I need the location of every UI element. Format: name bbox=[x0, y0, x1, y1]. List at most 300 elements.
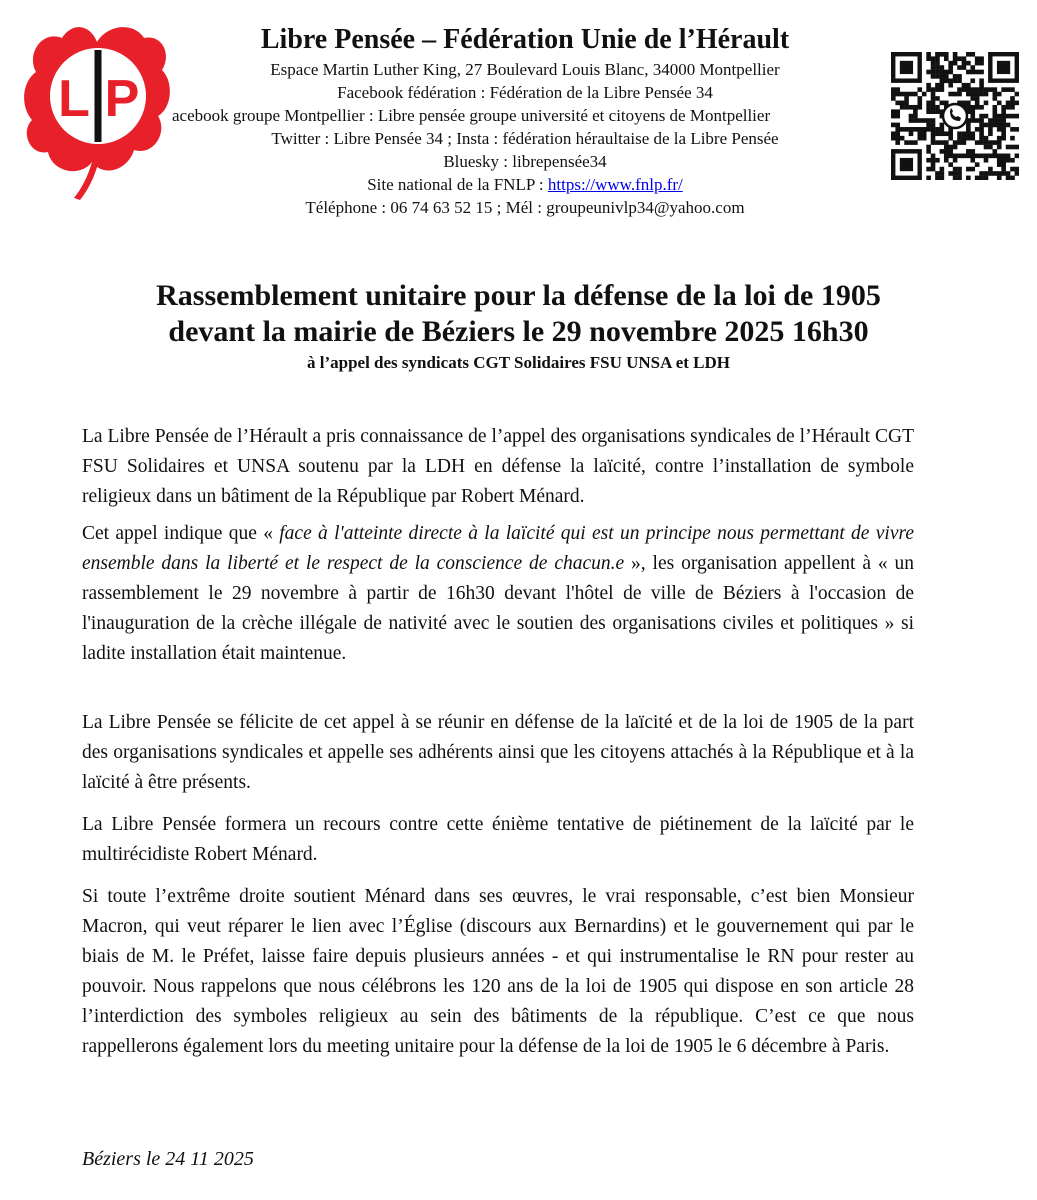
qr-module bbox=[966, 61, 971, 66]
qr-module bbox=[979, 140, 984, 145]
qr-module bbox=[997, 136, 1002, 141]
qr-module bbox=[926, 176, 931, 180]
qr-module bbox=[975, 61, 980, 66]
qr-module bbox=[1001, 171, 1006, 176]
qr-module bbox=[948, 131, 953, 136]
qr-module bbox=[948, 149, 953, 154]
qr-module bbox=[940, 65, 945, 70]
qr-module bbox=[979, 61, 984, 66]
qr-module bbox=[966, 154, 971, 159]
qr-module bbox=[979, 78, 984, 83]
qr-module bbox=[970, 149, 975, 154]
qr-module bbox=[1015, 145, 1019, 150]
qr-module bbox=[984, 87, 989, 92]
qr-module bbox=[926, 105, 931, 110]
paragraph-2 bbox=[82, 519, 914, 669]
qr-module bbox=[931, 92, 936, 97]
qr-module bbox=[1010, 158, 1015, 163]
qr-module bbox=[1015, 127, 1019, 132]
qr-module bbox=[1010, 87, 1015, 92]
qr-module bbox=[957, 87, 962, 92]
qr-module bbox=[913, 92, 918, 97]
qr-module bbox=[940, 171, 945, 176]
qr-module bbox=[931, 70, 936, 75]
qr-module bbox=[957, 56, 962, 61]
qr-module bbox=[940, 83, 945, 88]
qr-module bbox=[900, 136, 905, 141]
qr-module bbox=[988, 171, 993, 176]
qr-module bbox=[931, 56, 936, 61]
qr-module bbox=[931, 65, 936, 70]
qr-module bbox=[979, 87, 984, 92]
qr-module bbox=[909, 140, 914, 145]
qr-module bbox=[944, 52, 949, 57]
qr-module bbox=[931, 101, 936, 106]
qr-module bbox=[975, 162, 980, 167]
qr-module bbox=[948, 145, 953, 150]
qr-module bbox=[957, 65, 962, 70]
qr-module bbox=[993, 118, 998, 123]
qr-module bbox=[948, 154, 953, 159]
qr-module bbox=[993, 154, 998, 159]
address-line: Espace Martin Luther King, 27 Boulevard Louis Blanc, 34000 Montpellier bbox=[270, 60, 780, 79]
qr-module bbox=[957, 131, 962, 136]
qr-module bbox=[909, 118, 914, 123]
qr-module bbox=[940, 87, 945, 92]
qr-module bbox=[913, 114, 918, 119]
qr-module bbox=[979, 118, 984, 123]
qr-module bbox=[979, 83, 984, 88]
qr-module bbox=[953, 154, 958, 159]
qr-module bbox=[944, 56, 949, 61]
qr-module bbox=[988, 127, 993, 132]
qr-module bbox=[909, 114, 914, 119]
qr-module bbox=[909, 127, 914, 132]
qr-module bbox=[935, 56, 940, 61]
qr-module bbox=[953, 56, 958, 61]
qr-module bbox=[935, 140, 940, 145]
qr-module bbox=[1001, 154, 1006, 159]
qr-module bbox=[979, 136, 984, 141]
qr-module bbox=[904, 101, 909, 106]
qr-module bbox=[935, 127, 940, 132]
qr-module bbox=[993, 105, 998, 110]
qr-module bbox=[948, 171, 953, 176]
qr-module bbox=[970, 65, 975, 70]
qr-module bbox=[909, 92, 914, 97]
qr-module bbox=[917, 131, 922, 136]
qr-module bbox=[1001, 127, 1006, 132]
qr-module bbox=[975, 154, 980, 159]
qr-module bbox=[966, 70, 971, 75]
qr-module bbox=[931, 96, 936, 101]
qr-module bbox=[966, 105, 971, 110]
qr-module bbox=[984, 145, 989, 150]
qr-module bbox=[997, 92, 1002, 97]
qr-module bbox=[993, 123, 998, 128]
qr-module bbox=[1010, 167, 1015, 172]
qr-module bbox=[997, 176, 1002, 180]
qr-module bbox=[1001, 167, 1006, 172]
qr-module bbox=[944, 101, 949, 106]
qr-module bbox=[931, 158, 936, 163]
qr-module bbox=[1006, 87, 1011, 92]
qr-module bbox=[962, 83, 967, 88]
qr-module bbox=[904, 96, 909, 101]
twitter-insta-line: Twitter : Libre Pensée 34 ; Insta : fédération héraultaise de la Libre Pensée bbox=[271, 129, 779, 148]
qr-module bbox=[900, 101, 905, 106]
qr-module bbox=[979, 154, 984, 159]
qr-module bbox=[988, 118, 993, 123]
qr-module bbox=[953, 52, 958, 57]
qr-module bbox=[935, 83, 940, 88]
qr-module bbox=[1006, 171, 1011, 176]
qr-module bbox=[1010, 105, 1015, 110]
qr-module bbox=[931, 136, 936, 141]
qr-module bbox=[966, 123, 971, 128]
qr-module bbox=[913, 127, 918, 132]
qr-module bbox=[975, 87, 980, 92]
qr-module bbox=[1001, 105, 1006, 110]
qr-module bbox=[940, 70, 945, 75]
qr-module bbox=[997, 140, 1002, 145]
qr-module bbox=[931, 61, 936, 66]
qr-module bbox=[913, 118, 918, 123]
qr-module bbox=[993, 140, 998, 145]
qr-module bbox=[1010, 145, 1015, 150]
qr-module bbox=[935, 52, 940, 57]
qr-module bbox=[997, 158, 1002, 163]
qr-module bbox=[957, 92, 962, 97]
qr-module bbox=[926, 70, 931, 75]
bluesky-line: Bluesky : librepensée34 bbox=[443, 152, 607, 171]
qr-module bbox=[1006, 114, 1011, 119]
qr-module bbox=[904, 140, 909, 145]
paragraph-5: Si toute l’extrême droite soutient Ménard dans ses œuvres, le vrai responsable, c’est bien Monsieur Macron, qui veut réparer le lien avec l’Église (discours aux Bernardins) et le gouvernement qui par le biais de M. le Préfet, laisse faire depuis plusieurs années - et qui instrumentalise le RN pour rester au pouvoir. Nous rappelons que nous célébrons les 120 ans de la loi de 1905 qui dispose en son article 28 l’interdiction des symboles religieux au sein des bâtiments de la république. C’est ce que nous rappellerons également lors du meeting unitaire pour la défense de la loi de 1905 le 6 décembre à Paris. bbox=[82, 886, 914, 1057]
qr-module bbox=[948, 83, 953, 88]
title-line-2: devant la mairie de Béziers le 29 novembre 2025 16h30 bbox=[168, 315, 869, 348]
qr-module bbox=[948, 162, 953, 167]
qr-module bbox=[975, 127, 980, 132]
qr-module bbox=[966, 167, 971, 172]
qr-module bbox=[931, 87, 936, 92]
qr-module bbox=[935, 61, 940, 66]
qr-module bbox=[926, 83, 931, 88]
qr-module bbox=[926, 56, 931, 61]
qr-module bbox=[1006, 154, 1011, 159]
qr-module bbox=[979, 70, 984, 75]
qr-module bbox=[984, 136, 989, 141]
qr-module bbox=[962, 136, 967, 141]
qr-module bbox=[1001, 118, 1006, 123]
qr-module bbox=[940, 78, 945, 83]
qr-module bbox=[900, 105, 905, 110]
qr-module bbox=[948, 70, 953, 75]
qr-module bbox=[970, 158, 975, 163]
qr-module bbox=[926, 167, 931, 172]
qr-module bbox=[979, 176, 984, 180]
qr-module bbox=[988, 154, 993, 159]
qr-module bbox=[1006, 176, 1011, 180]
qr-module bbox=[975, 92, 980, 97]
qr-module bbox=[988, 131, 993, 136]
qr-module bbox=[935, 70, 940, 75]
qr-module bbox=[922, 136, 927, 141]
qr-module bbox=[904, 105, 909, 110]
qr-module bbox=[1006, 105, 1011, 110]
facebook-federation-line: Facebook fédération : Fédération de la Libre Pensée 34 bbox=[337, 83, 713, 102]
qr-module bbox=[1006, 101, 1011, 106]
qr-module bbox=[997, 123, 1002, 128]
qr-module bbox=[953, 140, 958, 145]
qr-module bbox=[957, 176, 962, 180]
qr-module bbox=[962, 65, 967, 70]
qr-module bbox=[984, 154, 989, 159]
qr-module bbox=[1010, 136, 1015, 141]
qr-module bbox=[1010, 114, 1015, 119]
qr-module bbox=[940, 149, 945, 154]
qr-module bbox=[1001, 123, 1006, 128]
qr-module bbox=[926, 109, 931, 114]
qr-module bbox=[1015, 114, 1019, 119]
qr-finder bbox=[997, 61, 1010, 74]
qr-module bbox=[988, 167, 993, 172]
logo-separator bbox=[95, 50, 102, 142]
qr-module bbox=[979, 127, 984, 132]
qr-module bbox=[904, 92, 909, 97]
qr-module bbox=[966, 127, 971, 132]
qr-module bbox=[917, 127, 922, 132]
qr-module bbox=[970, 109, 975, 114]
paragraph-3: La Libre Pensée se félicite de cet appel à se réunir en défense de la laïcité et de la loi de 1905 de la part des organisations syndicales et appelle ses adhérents ainsi que les citoyens attachés à la République et à la laïcité à être présents. bbox=[82, 712, 914, 793]
qr-module bbox=[940, 74, 945, 79]
qr-module bbox=[944, 140, 949, 145]
qr-module bbox=[984, 158, 989, 163]
qr-module bbox=[922, 127, 927, 132]
qr-module bbox=[979, 171, 984, 176]
qr-module bbox=[948, 136, 953, 141]
qr-module bbox=[993, 96, 998, 101]
qr-module bbox=[997, 114, 1002, 119]
qr-module bbox=[979, 92, 984, 97]
qr-module bbox=[926, 101, 931, 106]
qr-module bbox=[935, 105, 940, 110]
qr-code bbox=[891, 52, 1019, 180]
qr-module bbox=[979, 56, 984, 61]
title-line-1: Rassemblement unitaire pour la défense de la loi de 1905 bbox=[156, 279, 881, 312]
contact-line: Téléphone : 06 74 63 52 15 ; Mél : groupeunivlp34@yahoo.com bbox=[305, 198, 745, 217]
qr-module bbox=[940, 167, 945, 172]
qr-module bbox=[953, 92, 958, 97]
facebook-group-line: acebook groupe Montpellier : Libre pensée groupe université et citoyens de Montpellier bbox=[172, 106, 771, 125]
qr-module bbox=[931, 162, 936, 167]
qr-module bbox=[1001, 87, 1006, 92]
qr-module bbox=[979, 105, 984, 110]
whatsapp-icon bbox=[943, 104, 967, 128]
qr-module bbox=[909, 105, 914, 110]
qr-module bbox=[913, 105, 918, 110]
qr-module bbox=[997, 118, 1002, 123]
qr-module bbox=[931, 127, 936, 132]
qr-module bbox=[975, 118, 980, 123]
paragraph-2-quote: face à l'atteinte directe à la laïcité qui est un principe nous permettant de vivre ensemble dans la liberté et le respect de la conscience de chacun.e bbox=[82, 523, 915, 574]
qr-module bbox=[931, 105, 936, 110]
qr-module bbox=[935, 87, 940, 92]
qr-module bbox=[975, 140, 980, 145]
qr-module bbox=[970, 136, 975, 141]
qr-module bbox=[957, 167, 962, 172]
qr-module bbox=[940, 176, 945, 180]
qr-module bbox=[993, 87, 998, 92]
qr-module bbox=[997, 127, 1002, 132]
paragraph-2-intro: Cet appel indique que « bbox=[82, 523, 280, 544]
qr-module bbox=[904, 127, 909, 132]
qr-module bbox=[922, 131, 927, 136]
qr-module bbox=[953, 145, 958, 150]
qr-module bbox=[988, 140, 993, 145]
qr-module bbox=[940, 140, 945, 145]
qr-module bbox=[917, 136, 922, 141]
qr-module bbox=[997, 171, 1002, 176]
org-name: Libre Pensée – Fédération Unie de l’Hérault bbox=[260, 24, 790, 55]
fnlp-site-link[interactable]: https://www.fnlp.fr/ bbox=[547, 175, 683, 194]
qr-module bbox=[940, 52, 945, 57]
qr-module bbox=[944, 149, 949, 154]
qr-module bbox=[970, 131, 975, 136]
qr-module bbox=[935, 74, 940, 79]
qr-module bbox=[966, 92, 971, 97]
qr-finder bbox=[900, 61, 913, 74]
qr-module bbox=[1010, 176, 1015, 180]
qr-module bbox=[1015, 154, 1019, 159]
qr-module bbox=[1006, 158, 1011, 163]
qr-module bbox=[966, 52, 971, 57]
qr-module bbox=[966, 101, 971, 106]
qr-module bbox=[917, 87, 922, 92]
logo-letter-p: P bbox=[104, 70, 140, 128]
qr-module bbox=[962, 154, 967, 159]
qr-module bbox=[957, 140, 962, 145]
qr-module bbox=[922, 92, 927, 97]
qr-module bbox=[1015, 101, 1019, 106]
qr-module bbox=[1001, 109, 1006, 114]
qr-module bbox=[970, 78, 975, 83]
qr-module bbox=[970, 154, 975, 159]
qr-module bbox=[931, 131, 936, 136]
qr-module bbox=[926, 158, 931, 163]
page-title bbox=[60, 278, 977, 350]
qr-module bbox=[917, 118, 922, 123]
qr-module bbox=[988, 123, 993, 128]
qr-module bbox=[984, 114, 989, 119]
qr-module bbox=[975, 70, 980, 75]
qr-module bbox=[931, 167, 936, 172]
qr-module bbox=[966, 83, 971, 88]
qr-module bbox=[935, 158, 940, 163]
qr-module bbox=[1015, 167, 1019, 172]
qr-module bbox=[1006, 145, 1011, 150]
qr-module bbox=[962, 140, 967, 145]
qr-module bbox=[931, 109, 936, 114]
qr-module bbox=[931, 118, 936, 123]
qr-module bbox=[997, 145, 1002, 150]
qr-module bbox=[975, 105, 980, 110]
qr-module bbox=[935, 65, 940, 70]
logo-letter-l: L bbox=[58, 70, 90, 128]
qr-module bbox=[975, 176, 980, 180]
qr-module bbox=[1001, 158, 1006, 163]
qr-module bbox=[1006, 123, 1011, 128]
qr-module bbox=[944, 78, 949, 83]
qr-module bbox=[926, 145, 931, 150]
qr-module bbox=[962, 87, 967, 92]
qr-module bbox=[1015, 92, 1019, 97]
qr-module bbox=[935, 171, 940, 176]
qr-module bbox=[966, 131, 971, 136]
qr-finder bbox=[900, 158, 913, 171]
qr-module bbox=[944, 145, 949, 150]
qr-module bbox=[926, 127, 931, 132]
qr-module bbox=[913, 109, 918, 114]
qr-module bbox=[957, 154, 962, 159]
qr-module bbox=[993, 171, 998, 176]
qr-module bbox=[926, 87, 931, 92]
qr-module bbox=[1010, 96, 1015, 101]
qr-module bbox=[926, 149, 931, 154]
qr-module bbox=[948, 78, 953, 83]
qr-module bbox=[962, 61, 967, 66]
qr-module bbox=[931, 154, 936, 159]
qr-module bbox=[993, 109, 998, 114]
qr-module bbox=[1001, 136, 1006, 141]
qr-module bbox=[975, 56, 980, 61]
qr-module bbox=[962, 56, 967, 61]
qr-module bbox=[935, 131, 940, 136]
qr-module bbox=[948, 61, 953, 66]
qr-module bbox=[970, 114, 975, 119]
qr-module bbox=[917, 105, 922, 110]
qr-module bbox=[993, 92, 998, 97]
qr-module bbox=[900, 127, 905, 132]
qr-module bbox=[953, 61, 958, 66]
qr-module bbox=[984, 171, 989, 176]
qr-module bbox=[926, 118, 931, 123]
qr-module bbox=[984, 176, 989, 180]
qr-module bbox=[940, 123, 945, 128]
qr-module bbox=[944, 158, 949, 163]
qr-module bbox=[926, 123, 931, 128]
qr-module bbox=[988, 87, 993, 92]
qr-module bbox=[1001, 131, 1006, 136]
qr-module bbox=[944, 74, 949, 79]
site-label: Site national de la FNLP : bbox=[367, 175, 548, 194]
paragraph-1: La Libre Pensée de l’Hérault a pris connaissance de l’appel des organisations syndicales de l’Hérault CGT FSU Solidaires et UNSA soutenu par la LDH en défense la laïcité, contre l’installation de symbole religieux dans un bâtiment de la République par Robert Ménard. bbox=[82, 426, 914, 507]
qr-module bbox=[940, 101, 945, 106]
qr-module bbox=[948, 92, 953, 97]
qr-module bbox=[935, 96, 940, 101]
qr-module bbox=[944, 131, 949, 136]
site-line bbox=[150, 173, 900, 197]
qr-module bbox=[917, 101, 922, 106]
qr-module bbox=[975, 101, 980, 106]
paragraph-4: La Libre Pensée formera un recours contre cette énième tentative de piétinement de la laïcité par le multirécidiste Robert Ménard. bbox=[82, 814, 914, 865]
qr-module bbox=[966, 136, 971, 141]
qr-module bbox=[953, 74, 958, 79]
qr-module bbox=[970, 96, 975, 101]
qr-module bbox=[962, 131, 967, 136]
qr-module bbox=[970, 52, 975, 57]
qr-module bbox=[931, 140, 936, 145]
